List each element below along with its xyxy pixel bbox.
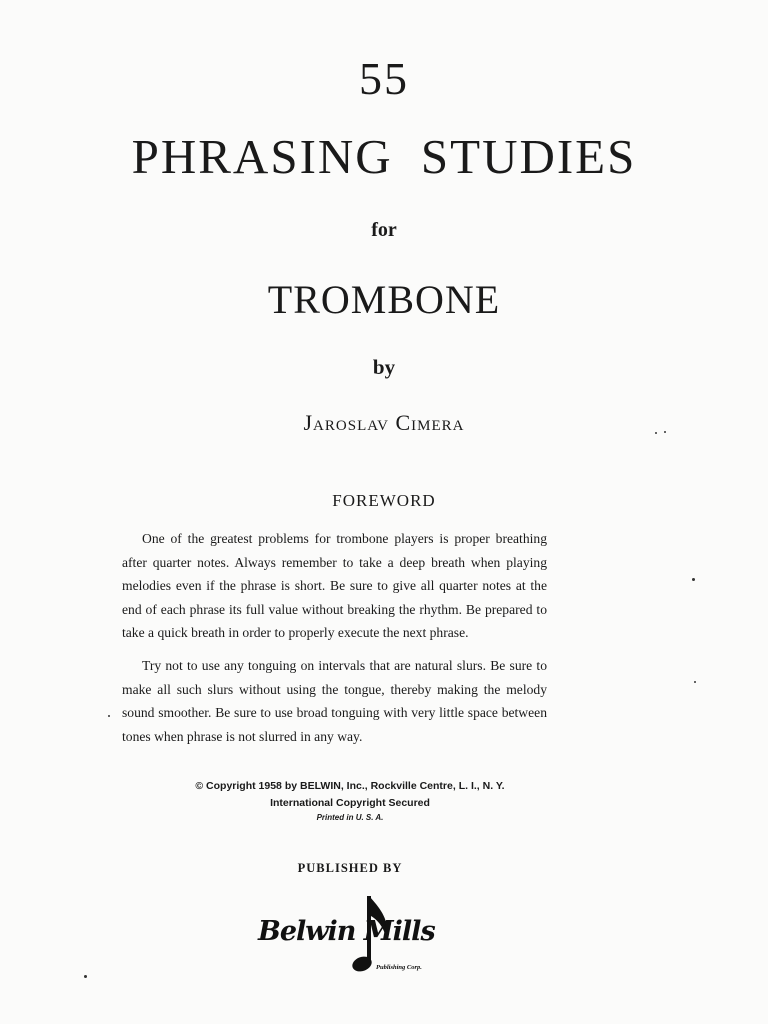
by-label: by: [372, 355, 396, 379]
study-count: 55: [359, 53, 409, 104]
publisher-logo: [258, 888, 458, 980]
scan-speck: [655, 432, 657, 434]
page-title: PHRASING STUDIES: [131, 129, 637, 184]
author-name: Jaroslav Cimera: [303, 410, 465, 435]
scan-speck: [694, 681, 696, 683]
publisher-logo-subtitle: Publishing Corp.: [376, 964, 422, 971]
scan-speck: [692, 578, 695, 581]
copyright-secured-line: International Copyright Secured: [270, 797, 430, 809]
publisher-logo-text: Belwin Mills: [258, 916, 435, 947]
foreword-paragraph-2: Try not to use any tonguing on intervals that are natural slurs. Be sure to make all such slurs without using the tongue, thereby making the melody sound smoother. Be sure to use broad tonguing with very little space between tones when phrase is not slurred in any way.: [122, 658, 547, 744]
foreword-heading: FOREWORD: [332, 491, 436, 510]
scan-speck: [84, 975, 87, 978]
copyright-line: © Copyright 1958 by BELWIN, Inc., Rockville Centre, L. I., N. Y.: [195, 780, 505, 792]
printed-in-line: Printed in U. S. A.: [316, 813, 384, 822]
scan-speck: [108, 715, 110, 717]
for-label: for: [371, 219, 397, 241]
foreword-paragraph-1: One of the greatest problems for trombone players is proper breathing after quarter notes. Always remember to take a deep breath when playing melodies even if the phrase is short. Be sure to give all quarter notes at the end of each phrase its full value without breaking the rhythm. Be prepared to take a quick breath in order to properly execute the next phrase.: [122, 531, 547, 641]
instrument-name: TROMBONE: [267, 277, 501, 322]
scan-speck: [664, 431, 666, 433]
published-by-label: PUBLISHED BY: [297, 861, 403, 875]
